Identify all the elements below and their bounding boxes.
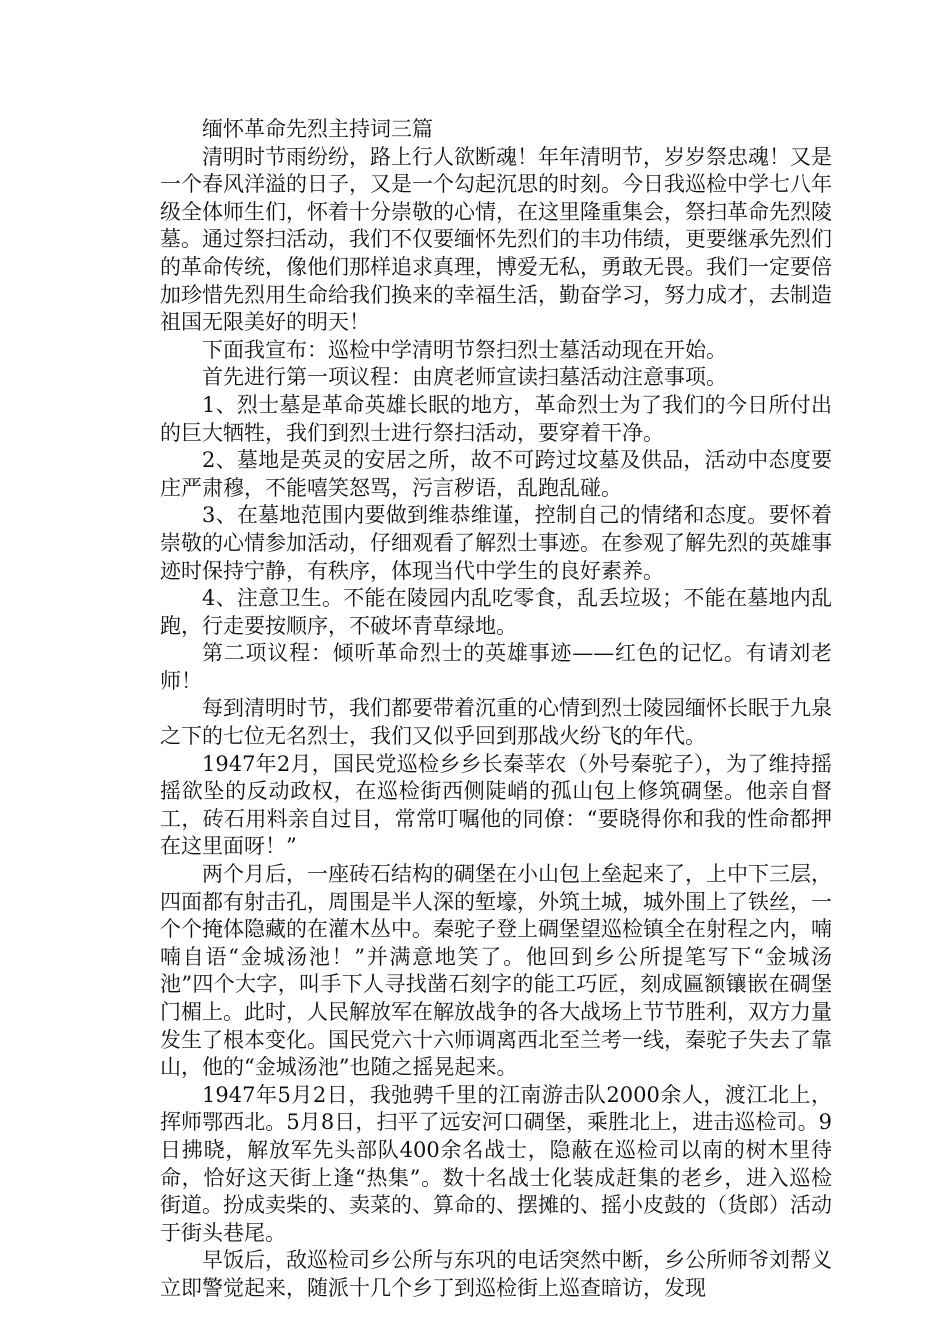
paragraph: 1947年2月，国民党巡检乡乡长秦莘农（外号秦驼子），为了维持摇摇欲坠的反动政权，在巡检街西侧陡峭的孤山包上修筑碉堡。他亲自督工，砖石用料亲自过目，常常叮嘱他的同僚：“要晓得你和我的性命都押在这里面呀！” — [160, 751, 832, 859]
paragraph: 每到清明时节，我们都要带着沉重的心情到烈士陵园缅怀长眠于九泉之下的七位无名烈士，我们又似乎回到那战火纷飞的年代。 — [160, 696, 832, 749]
paragraph: 两个月后，一座砖石结构的碉堡在小山包上垒起来了，上中下三层，四面都有射击孔，周围是半人深的堑壕，外筑土城，城外围上了铁丝，一个个掩体隐藏的在灌木丛中。秦驼子登上碉堡望巡检镇全在射程之内，喃喃自语“金城汤池！”并满意地笑了。他回到乡公所提笔写下“金城汤池”四个大字，叫手下人寻找凿石刻字的能工巧匠，刻成匾额镶嵌在碉堡门楣上。此时，人民解放军在解放战争的各大战场上节节胜利，双方力量发生了根本变化。国民党六十六师调离西北至兰考一线，秦驼子失去了靠山，他的“金城汤池”也随之摇晃起来。 — [160, 862, 832, 1080]
paragraph: 1、烈士墓是革命英雄长眠的地方，革命烈士为了我们的今日所付出的巨大牺牲，我们到烈士进行祭扫活动，要穿着干净。 — [160, 392, 832, 445]
paragraph: 1947年5月2日，我弛骋千里的江南游击队2000余人，渡江北上，挥师鄂西北。5月8日，扫平了远安河口碉堡，乘胜北上，进击巡检司。9日拂晓，解放军先头部队400余名战士，隐蔽在巡检司以南的树木里待命，恰好这天街上逢“热集”。数十名战士化装成赶集的老乡，进入巡检街道。扮成卖柴的、卖菜的、算命的、摆摊的、摇小皮鼓的（货郎）活动于街头巷尾。 — [160, 1082, 832, 1245]
paragraph: 2、墓地是英灵的安居之所，故不可跨过坟墓及供品，活动中态度要庄严肃穆，不能嘻笑怒骂，污言秽语，乱跑乱碰。 — [160, 448, 832, 500]
paragraph: 首先进行第一项议程：由庹老师宣读扫墓活动注意事项。 — [202, 365, 727, 390]
paragraph: 清明时节雨纷纷，路上行人欲断魂！年年清明节，岁岁祭忠魂！又是一个春风洋溢的日子，又是一个勾起沉思的时刻。今日我巡检中学七八年级全体师生们，怀着十分崇敬的心情，在这里隆重集会，祭扫革命先烈陵墓。通过祭扫活动，我们不仅要缅怀先烈们的丰功伟绩，更要继承先烈们的革命传统，像他们那样追求真理，博爱无私，勇敢无畏。我们一定要倍加珍惜先烈用生命给我们换来的幸福生活，勤奋学习，努力成才，去制造祖国无限美好的明天！ — [160, 144, 832, 335]
paragraph: 第二项议程：倾听革命烈士的英雄事迹——红色的记忆。有请刘老师！ — [160, 641, 832, 693]
document-body — [160, 116, 832, 1303]
document-title: 缅怀革命先烈主持词三篇 — [202, 117, 433, 141]
paragraph: 3、在墓地范围内要做到维恭维谨，控制自己的情绪和态度。要怀着崇敬的心情参加活动，仔细观看了解烈士事迹。在参观了解先烈的英雄事迹时保持宁静，有秩序，体现当代中学生的良好素养。 — [160, 503, 832, 583]
paragraph: 早饭后，敌巡检司乡公所与东巩的电话突然中断，乡公所师爷刘帮义立即警觉起来，随派十几个乡丁到巡检街上巡查暗访，发现 — [160, 1248, 832, 1300]
paragraph: 4、注意卫生。不能在陵园内乱吃零食，乱丢垃圾；不能在墓地内乱跑，行走要按顺序，不破坏青草绿地。 — [160, 586, 832, 638]
paragraph: 下面我宣布：巡检中学清明节祭扫烈士墓活动现在开始。 — [202, 337, 727, 362]
